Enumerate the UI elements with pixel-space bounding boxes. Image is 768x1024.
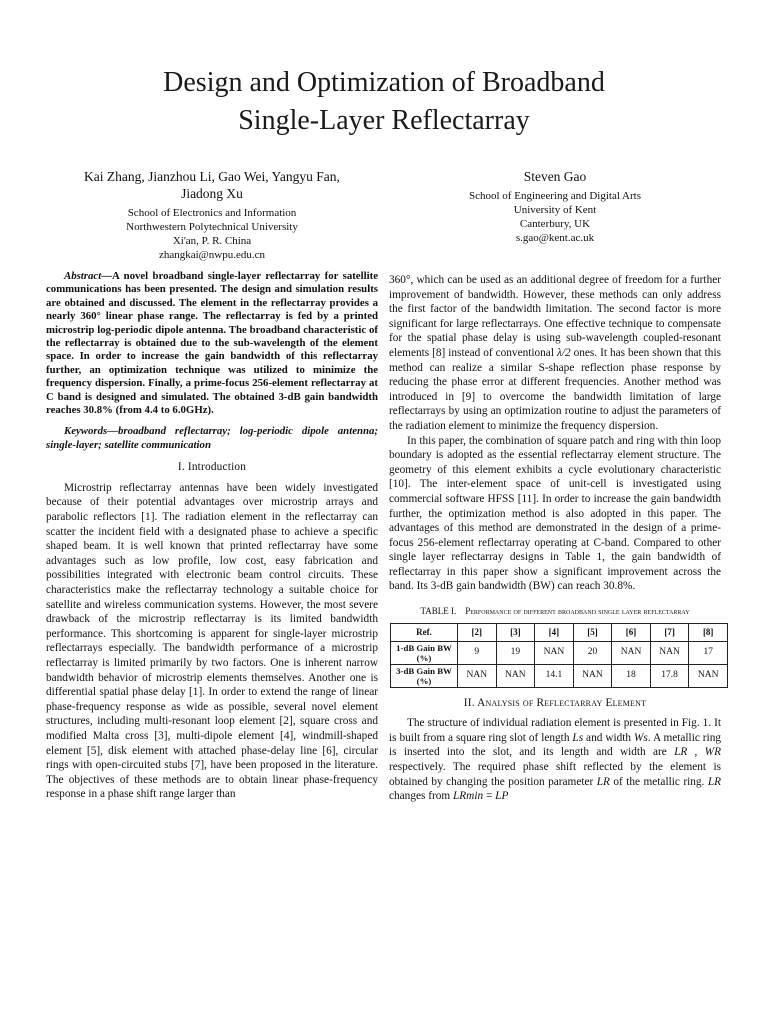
email-line: s.gao@kent.ac.uk xyxy=(515,232,595,244)
author-names-line-2: Jiadong Xu xyxy=(181,186,243,201)
keywords: Keywords—broadband reflectarray; log-periodic dipole antenna; single-layer; satellite communication xyxy=(46,425,378,451)
author-names-right: Steven Gao xyxy=(523,169,587,184)
body-paragraph xyxy=(389,716,721,804)
table-cell: NAN xyxy=(535,641,574,664)
author-block-right xyxy=(390,168,720,245)
body-text: The structure of individual radiation element is presented in Fig. 1. It is built from a square ring slot of length xyxy=(389,717,721,744)
math-symbol: LR xyxy=(707,775,721,788)
abstract xyxy=(46,270,378,417)
table-cell: 17.8 xyxy=(650,664,689,687)
table-header-cell: [3] xyxy=(496,624,535,642)
affiliation-line: School of Engineering and Digital Arts xyxy=(469,190,641,202)
math-symbol: LRmin xyxy=(453,790,484,803)
table-caption-title: Performance of different broadband single layer reflectarray xyxy=(465,606,690,617)
affiliation-line: Northwestern Polytechnical University xyxy=(126,221,298,233)
table-header-cell: [5] xyxy=(573,624,612,642)
math-symbol: Ls xyxy=(572,731,584,744)
math-symbol: Ws xyxy=(634,731,648,744)
table-cell: 14.1 xyxy=(535,664,574,687)
right-column xyxy=(389,273,721,804)
author-block-left xyxy=(50,168,374,262)
title-line-2: Single-Layer Reflectarray xyxy=(238,105,530,136)
body-text: changes from xyxy=(389,790,453,803)
affiliation-line: University of Kent xyxy=(513,204,597,216)
body-text: = xyxy=(483,790,496,803)
location-line: Xi'an, P. R. China xyxy=(172,235,252,247)
table-cell: 18 xyxy=(612,664,651,687)
table-header-cell: [6] xyxy=(612,624,651,642)
author-names-left xyxy=(50,168,374,202)
table-row-label: 1-dB Gain BW (%) xyxy=(391,641,458,664)
table-cell: NAN xyxy=(612,641,651,664)
table-header-cell: [2] xyxy=(458,624,497,642)
table-row-label: 3-dB Gain BW (%) xyxy=(391,664,458,687)
section-heading-text: II. Analysis of Reflectarray Element xyxy=(463,696,647,709)
table-caption-number: TABLE I. xyxy=(420,606,457,617)
table-cell: NAN xyxy=(689,664,728,687)
section-heading-analysis xyxy=(389,696,721,711)
table-header-cell: [7] xyxy=(650,624,689,642)
left-column xyxy=(46,270,378,802)
math-symbol: WR xyxy=(704,746,721,759)
body-text: ones. It has been shown that this method can realize a similar S-shape reflection phase response by reducing the phase error at different frequencies. Another method was introduced in [9] to overcome the bandwidth limitation of large reflectarrays by using an optimization routine to adjust the parameters of the radiation element to minimize the frequency dispersion. xyxy=(389,346,721,432)
table-cell: 17 xyxy=(689,641,728,664)
author-names-line-1: Kai Zhang, Jianzhou Li, Gao Wei, Yangyu Fan, xyxy=(84,169,340,184)
performance-table xyxy=(390,623,728,688)
body-text: , xyxy=(687,746,705,759)
table-header-cell: [8] xyxy=(689,624,728,642)
table-row xyxy=(391,641,728,664)
affiliation-line: School of Electronics and Information xyxy=(127,207,297,219)
location-line: Canterbury, UK xyxy=(519,218,591,230)
lambda-half-symbol: λ/2 xyxy=(556,346,571,359)
abstract-label: Abstract xyxy=(64,270,102,282)
email-line: zhangkai@nwpu.edu.cn xyxy=(158,249,266,261)
body-text: and width xyxy=(583,731,635,744)
table-cell: NAN xyxy=(650,641,689,664)
table-cell: 19 xyxy=(496,641,535,664)
table-header-cell: [4] xyxy=(535,624,574,642)
abstract-text: —A novel broadband single-layer reflectarray for satellite communications has been presented. The design and simulation results are obtained and discussed. The element in the reflectarray provides a nearly 360° linear phase range. The reflectarray is fed by a printed microstrip log-periodic dipole antenna. The broadband characteristic of the reflectarray is obtained due to the sub-wavelength of the element space. In order to increase the gain bandwidth of this reflectarray further, an optimization technique was utilized to minimize the frequency dispersion. Finally, a prime-focus 256-element reflectarray at C band is designed and simulated. The obtained 3-dB gain bandwidth reaches 30.8% (from 4.4 to 6.0GHz). xyxy=(46,270,378,417)
body-text: . A metallic ring is inserted into the slot, and its length and width are xyxy=(389,731,721,759)
table-cell: 20 xyxy=(573,641,612,664)
table-cell: 9 xyxy=(458,641,497,664)
table-cell: NAN xyxy=(496,664,535,687)
table-header-row xyxy=(391,624,728,642)
body-paragraph-continued xyxy=(389,273,721,434)
section-heading-introduction: I. Introduction xyxy=(177,461,247,474)
table-row xyxy=(391,664,728,687)
table-cell: NAN xyxy=(458,664,497,687)
body-paragraph: Microstrip reflectarray antennas have been widely investigated because of their potential advantages over microstrip arrays and parabolic reflectors [1]. The radiation element in the reflectarray can scatter the incident field with a designated phase to achieve a specific shaped beam. It is well known that printed reflectarray have some advantages such as low profile, low cost, easy fabrication and possibilities integrated with electronic beam control circuits. These characteristics make the reflectarray technology a suitable choice for satellite and wireless communication systems. However, the most severe drawback of the microstrip reflectarray is its limited bandwidth performance. This shortcoming is apparent for single-layer microstrip reflectarrays especially. The bandwidth performance of a microstrip reflectarray is limited primarily by two factors. One is inherent narrow bandwidth behavior of microstrip elements themselves. Another one is differential spatial phase delay [1]. In order to extend the range of linear phase-frequency response as wide as possible, several novel element structures, including multi-resonant loop element [2], square cross and modified Malta cross [3], multi-dipole element [4], windmill-shaped element [5], disk element with attached phase-delay line [6], circular rings with open-circuited stubs [7], have been proposed in the literature. The objectives of these methods are to obtain linear phase-frequency response in a phase shift range larger than xyxy=(46,481,378,801)
math-symbol: LP xyxy=(495,790,509,803)
body-text: respectively. The required phase shift reflected by the element is obtained by changing the position parameter xyxy=(389,761,721,788)
body-paragraph: In this paper, the combination of square patch and ring with thin loop boundary is adopted as the essential reflectarray element structure. The geometry of this element exhibits a cycle evolutionary characteristic [10]. The inter-element space of unit-cell is investigated using commercial software HFSS [11]. In order to increase the gain bandwidth further, the optimization method is also adopted in this paper. The advantages of this method are demonstrated in the design of a prime-focus 256-element reflectarray operating at C-band. Compared to other single layer reflectarray designs in Table 1, the gain bandwidth of reflectarray in this paper show a significant improvement across the band. Its 3-dB gain bandwidth (BW) can reach 30.8%. xyxy=(389,434,721,593)
table-caption xyxy=(389,606,721,617)
body-text: 360°, which can be used as an additional degree of freedom for a further improvement of bandwidth. However, these methods can only address the first factor of the bandwidth limitation. The second factor is more significant for large reflectarrays. One effective technique to compensate for the spatial phase delay is using sub-wavelength coupled-resonant elements [8] instead of conventional xyxy=(389,274,721,359)
body-text: of the metallic ring. xyxy=(609,775,708,788)
title-line-1: Design and Optimization of Broadband xyxy=(163,67,605,98)
table-header-cell: Ref. xyxy=(391,624,458,642)
math-symbol: LR xyxy=(596,775,610,788)
math-symbol: LR xyxy=(674,746,688,759)
table-cell: NAN xyxy=(573,664,612,687)
paper-title xyxy=(60,64,708,140)
